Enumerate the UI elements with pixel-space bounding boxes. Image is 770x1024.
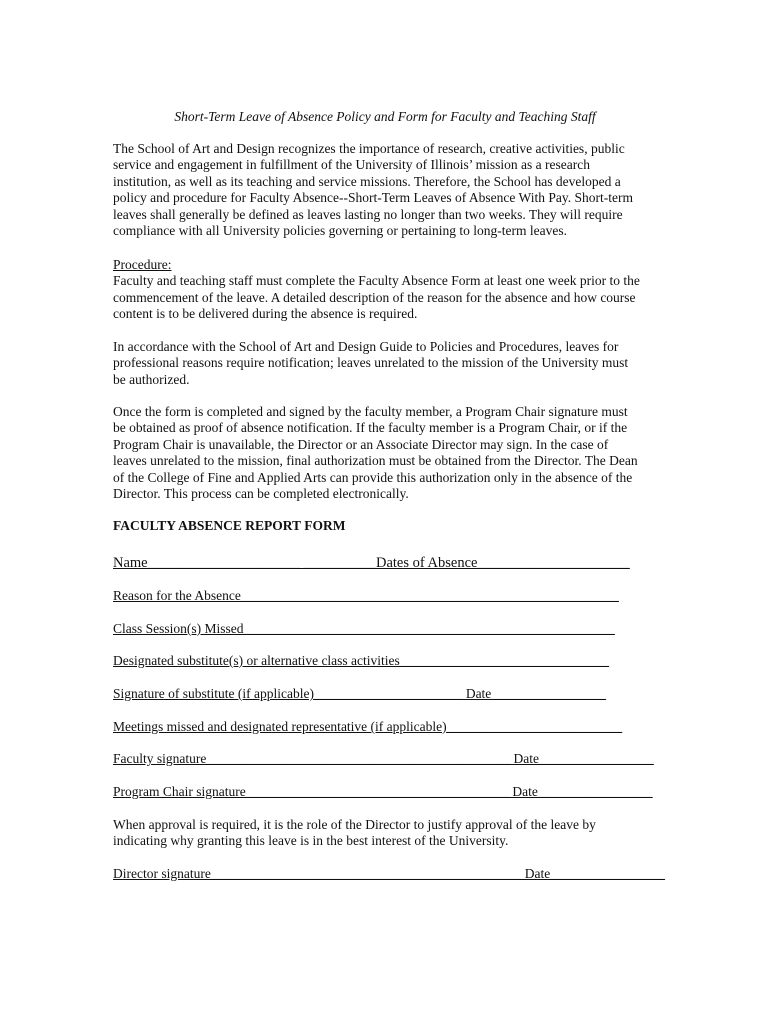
intro-line: compliance with all University policies governing or pertaining to long-term leaves. [113, 223, 568, 239]
reason-field[interactable]: Reason for the Absence________________________________________________________ [113, 588, 619, 603]
approval-line: When approval is required, it is the role of the Director to justify approval of the leave by [113, 817, 596, 832]
intro-line: The School of Art and Design recognizes the importance of research, creative activities, public [113, 141, 625, 156]
intro-line: leaves shall generally be defined as leaves lasting no longer than two weeks. They will require [113, 206, 623, 222]
approval-paragraph [113, 817, 673, 850]
intro-line: policy and procedure for Faculty Absence--Short-Term Leaves of Absence With Pay. Short-term [113, 190, 633, 206]
procedure-heading: Procedure: [113, 257, 172, 272]
intro-line: institution, as well as its teaching and service missions. Therefore, the School has developed a [113, 173, 621, 189]
procedure-line: content is to be delivered during the absence is required. [113, 306, 418, 322]
signing-line: be obtained as proof of absence notification. If the faculty member is a Program Chair, or if the [113, 420, 628, 436]
faculty-signature-field[interactable]: Faculty signature_____________________________________________ Date_________________ [113, 751, 654, 766]
accordance-line: be authorized. [113, 371, 190, 387]
signing-line: of the College of Fine and Applied Arts can provide this authorization only in the absence of the [113, 469, 633, 485]
accordance-line: professional reasons require notification; leaves unrelated to the mission of the University must [113, 355, 629, 371]
chair-signature-field[interactable]: Program Chair signature_______________________________________ Date_________________ [113, 784, 653, 799]
class-sessions-field[interactable]: Class Session(s) Missed_______________________________________________________ [113, 621, 615, 636]
procedure-section [113, 257, 673, 323]
intro-line: service and engagement in fulfillment of the University of Illinois’ mission as a research [113, 157, 590, 173]
accordance-line: In accordance with the School of Art and Design Guide to Policies and Procedures, leaves for [113, 339, 619, 354]
document-title: Short-Term Leave of Absence Policy and Form for Faculty and Teaching Staff [174, 109, 596, 124]
signing-line: leaves unrelated to the mission, final authorization must be obtained from the Director. The Dean [113, 453, 638, 469]
director-signature-field[interactable]: Director signature______________________________________________ Date_________________ [113, 866, 665, 881]
accordance-paragraph [113, 339, 673, 388]
procedure-line: commencement of the leave. A detailed description of the reason for the absence and how course [113, 289, 636, 305]
meetings-field[interactable]: Meetings missed and designated representative (if applicable)__________________________ [113, 719, 623, 734]
intro-paragraph [113, 141, 673, 239]
procedure-line: Faculty and teaching staff must complete the Faculty Absence Form at least one week prior to the [113, 273, 640, 289]
substitute-field[interactable]: Designated substitute(s) or alternative class activities_______________________________ [113, 653, 610, 668]
name-dates-field[interactable]: Name_____________________ __________Dates of Absence_____________________ [113, 555, 630, 571]
signing-line: Director. This process can be completed electronically. [113, 486, 409, 502]
signing-line: Program Chair is unavailable, the Director or an Associate Director may sign. In the case of [113, 436, 609, 452]
approval-line: indicating why granting this leave is in the best interest of the University. [113, 833, 509, 849]
substitute-signature-field[interactable]: Signature of substitute (if applicable)______________________ Date_________________ [113, 686, 607, 701]
signing-paragraph [113, 404, 673, 502]
form-title: FACULTY ABSENCE REPORT FORM [113, 518, 346, 533]
signing-line: Once the form is completed and signed by the faculty member, a Program Chair signature must [113, 404, 628, 419]
